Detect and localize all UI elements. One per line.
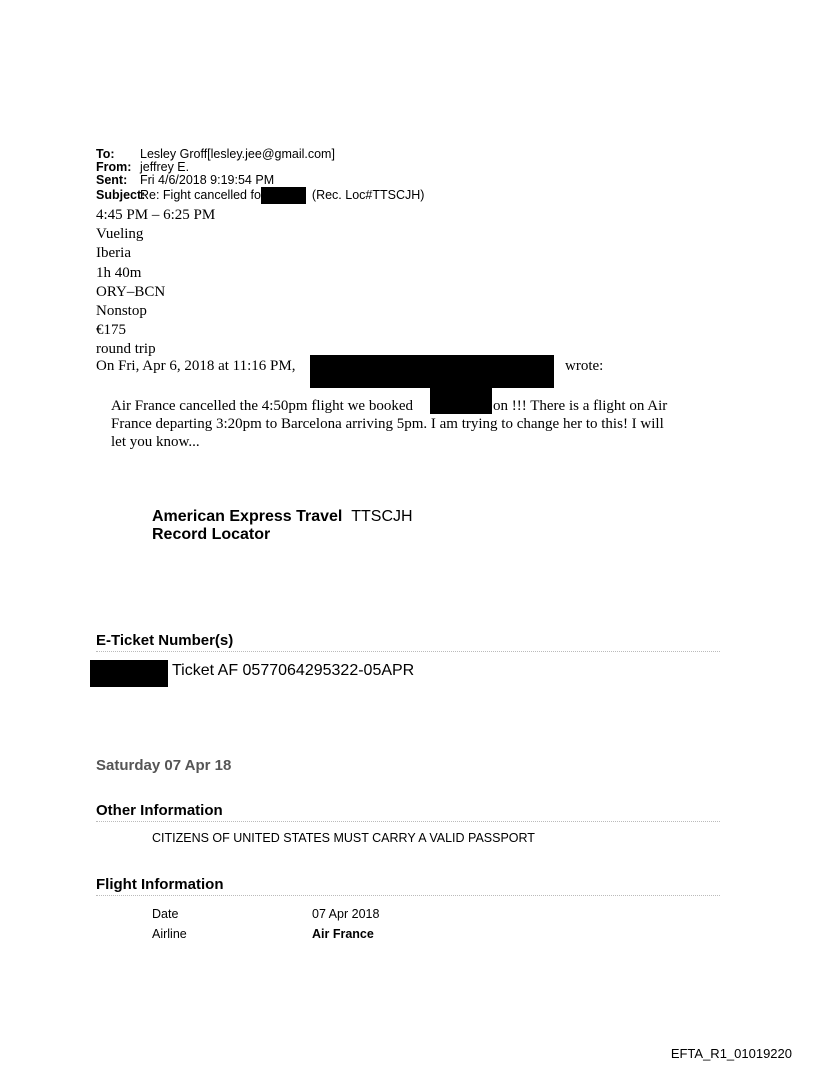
redaction: [310, 355, 554, 388]
ticket-number: Ticket AF 0577064295322-05APR: [172, 662, 415, 679]
stops: Nonstop: [96, 303, 147, 320]
price: €175: [96, 322, 126, 339]
document-id: EFTA_R1_01019220: [670, 1046, 792, 1061]
flight-info-heading: Flight Information: [96, 876, 720, 896]
quote-intro: On Fri, Apr 6, 2018 at 11:16 PM,: [96, 358, 296, 374]
sent-row: Sent: Fri 4/6/2018 9:19:54 PM: [96, 173, 275, 187]
passport-notice: CITIZENS OF UNITED STATES MUST CARRY A VALID PASSPORT: [152, 831, 535, 845]
flight-info-table: [152, 904, 379, 944]
operator: Iberia: [96, 245, 131, 262]
redaction: [261, 187, 306, 204]
route: ORY–BCN: [96, 283, 166, 300]
to-row: To: Lesley Groff[lesley.jee@gmail.com]: [96, 147, 335, 161]
other-info-heading: Other Information: [96, 802, 720, 822]
carrier: Vueling: [96, 226, 144, 243]
eticket-heading: E-Ticket Number(s): [96, 632, 720, 652]
time-range: 4:45 PM – 6:25 PM: [96, 207, 216, 223]
trip-type: round trip: [96, 341, 156, 358]
duration: 1h 40m: [96, 264, 142, 281]
amex-block: American Express Travel TTSCJH Record Locator: [152, 508, 413, 543]
from-row: From: jeffrey E.: [96, 160, 190, 174]
flight-info-row: Date 07 Apr 2018: [152, 907, 380, 921]
redaction: [430, 388, 492, 414]
flight-info-row: Airline Air France: [152, 927, 374, 941]
email-header: [96, 148, 424, 204]
flight-summary: [96, 206, 215, 360]
redaction: [90, 660, 168, 687]
date-heading: Saturday 07 Apr 18: [96, 757, 232, 774]
quote-body: Air France cancelled the 4:50pm flight we booked on !!! There is a flight on Air France departing 3:20pm to Barcelona arriving 5pm. I am trying to change her to this! I will let you know...: [111, 398, 668, 450]
subject-row: Subject:Re: Fight cancelled fo (Rec. Loc#TTSCJH): [96, 188, 425, 202]
quote-wrote: wrote:: [565, 358, 604, 374]
